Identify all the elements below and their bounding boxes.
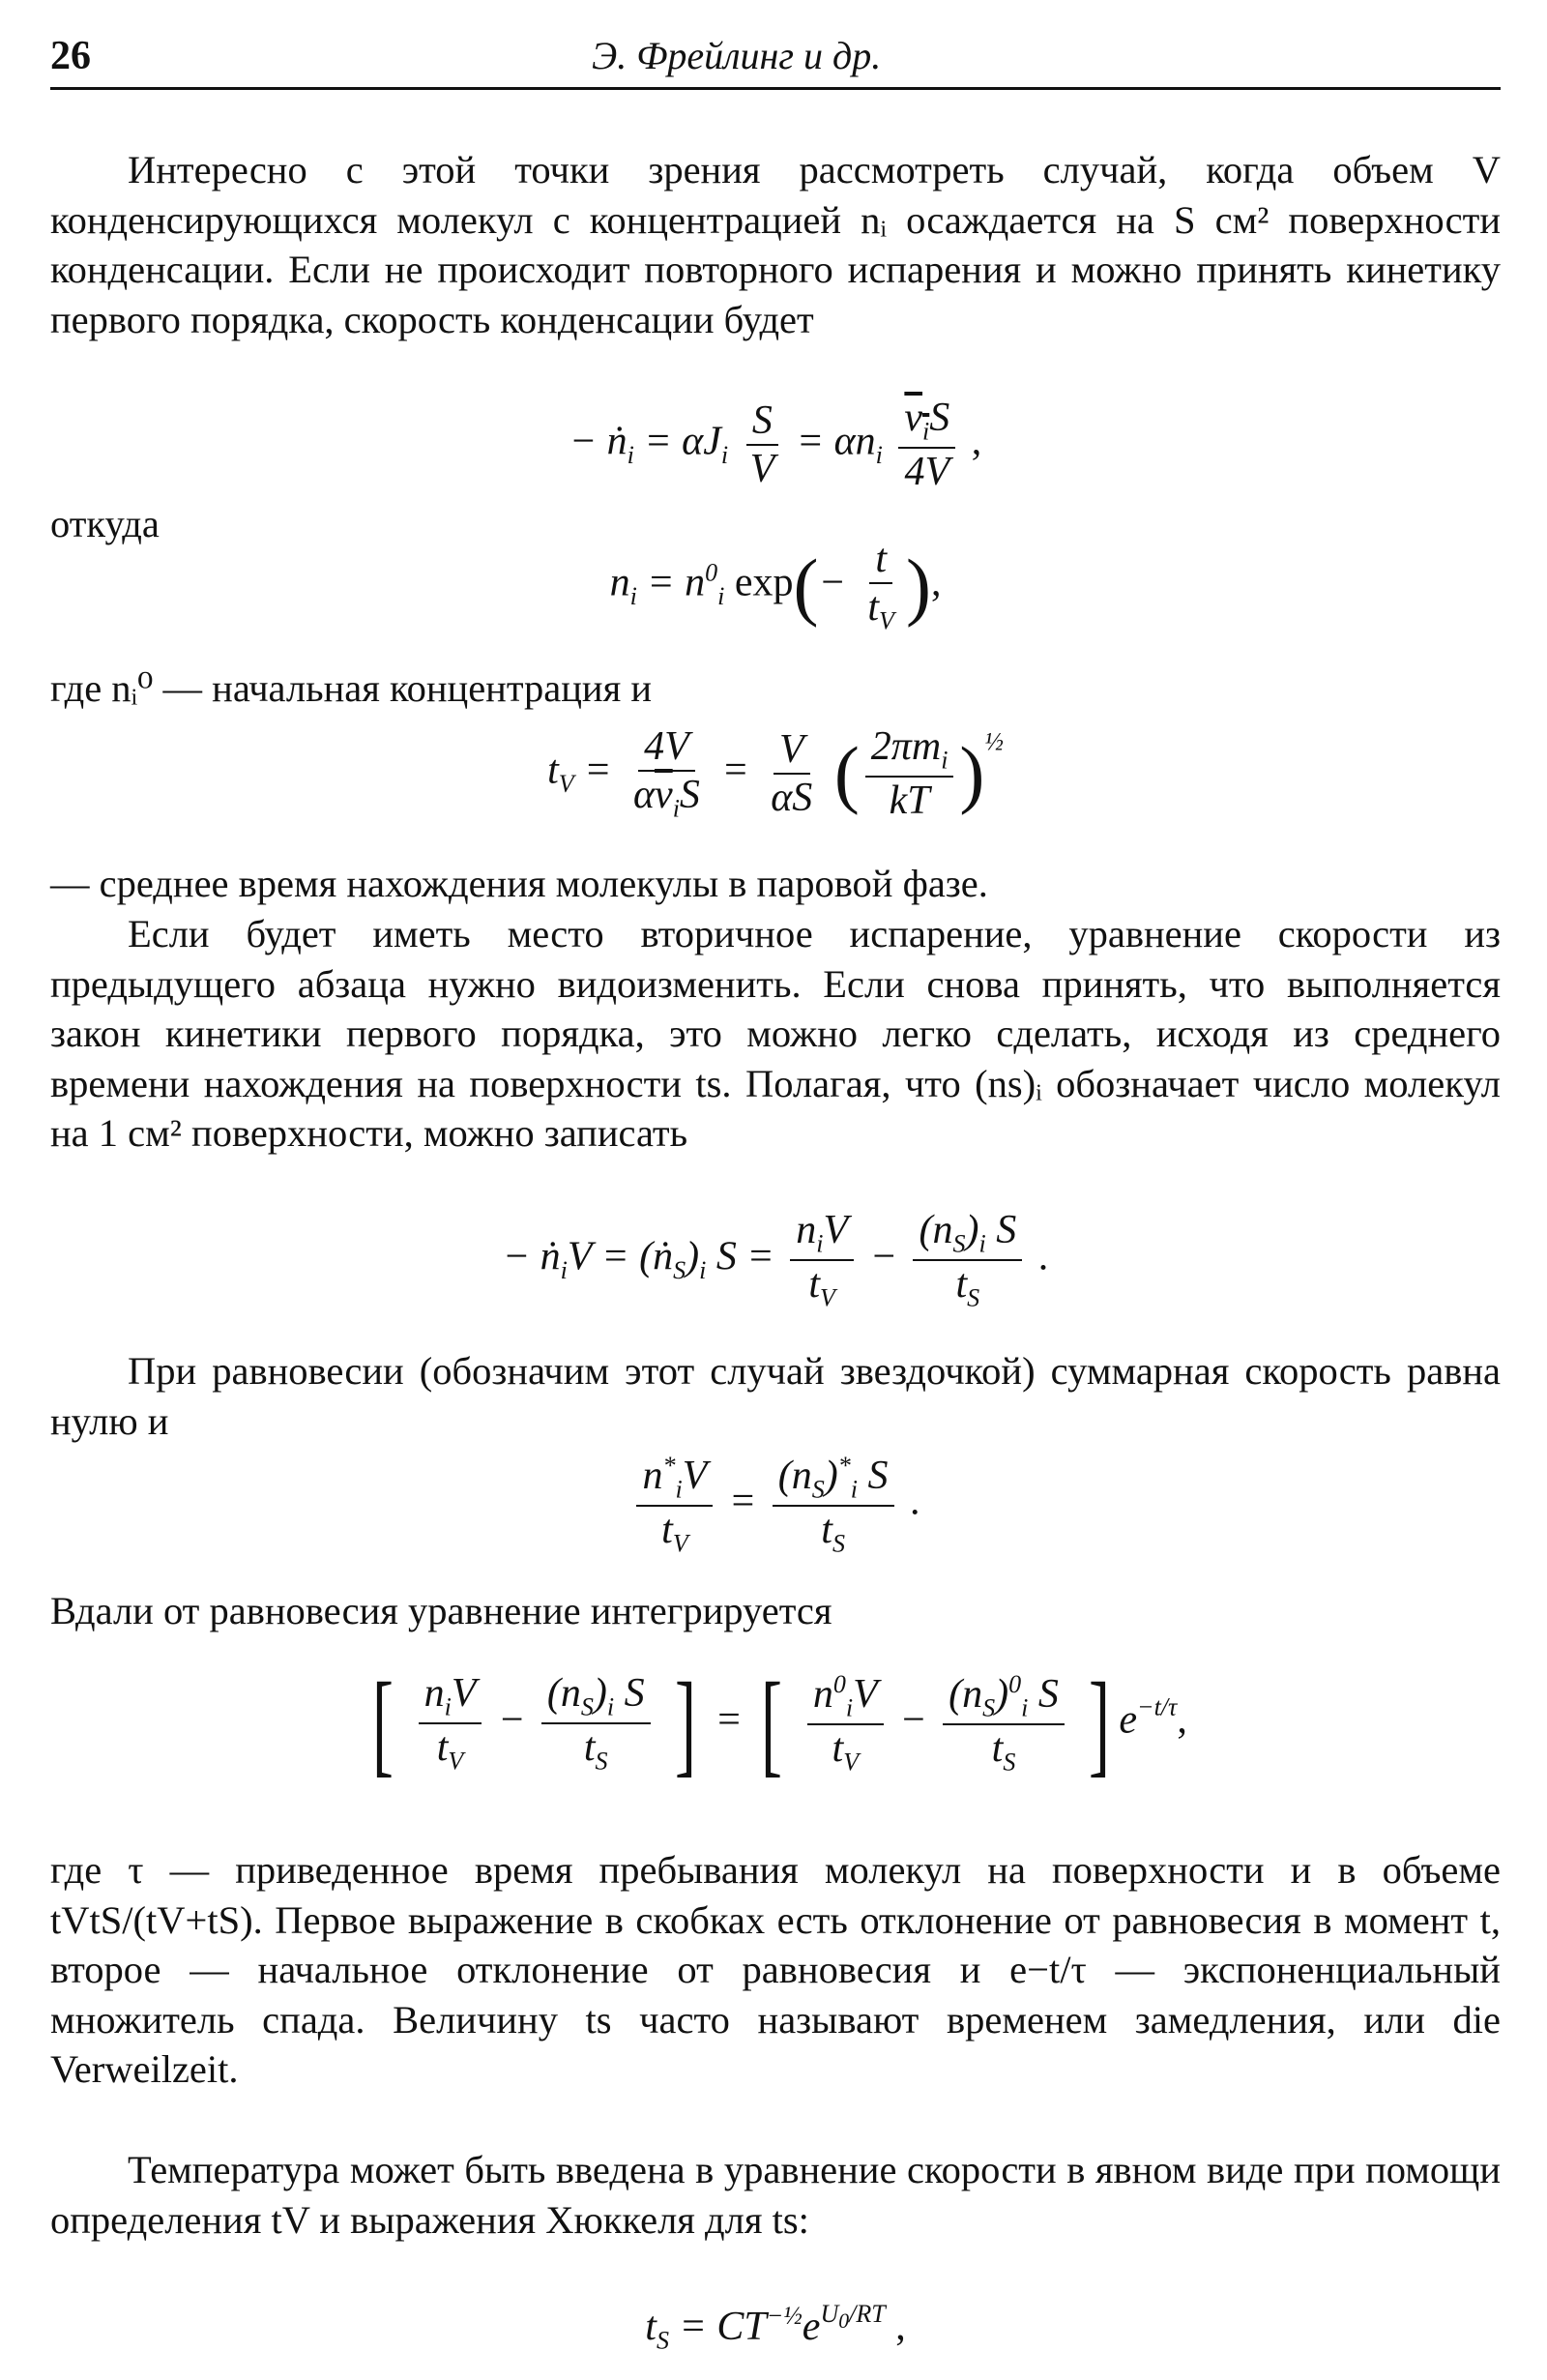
paragraph-text: Температура может быть введена в уравнение скорости в явном виде при помощи определения tV и выражения Хюккеля для ts: [50,2148,1501,2242]
equation-equilibrium: $\frac{n^*_iV}{t_V}$ = $\frac{(n_S)^*_i S}{t_S}$ . [50,1453,1501,1556]
paragraph-equilibrium [50,1346,1501,1446]
equation-huckel: $t_S = CT^{-\frac{1}{2}}e^{U_0/RT}$ , [645,2300,906,2355]
equation-concentration-decay: $n_i = n^0_i$ exp(− $\frac{t}{t_V}$ ), [609,537,942,635]
paragraph-intro [50,145,1501,397]
page-number: 26 [50,34,91,78]
running-title: Э. Фрейлинг и др. [592,34,882,77]
equation-condensation-rate: − ṅ$_i$ = $\alpha J_i$ $\frac{S}{V}$ = $\alpha n_i$ $v_iS$ 4V , [569,396,982,494]
paragraph-text: где τ — приведенное время пребывания молекул на поверхности и в объеме tVtS/(tV+tS). Первое выражение в скобках есть отклонение от равновесия в момент t, второе — начальное отклонение от равновесия и e−t/τ — экспоненциальный множитель спада. Величину ts часто называют временем замедления, или die Verweilzeit. [50,1848,1501,2091]
paragraph-text: Если будет иметь место вторичное испарение, уравнение скорости из предыдущего абзаца нужно видоизменить. Если снова принять, что выполняется закон кинетики первого порядка, это можно легко сделать, исходя из среднего времени нахождения на поверхности ts. Полагая, что (ns)ᵢ обозначает число молекул на 1 см² поверхности, можно записать [50,912,1501,1155]
paragraph-text: При равновесии (обозначим этот случай звездочкой) суммарная скорость равна нулю и [50,1349,1501,1443]
book-page [50,0,1501,2380]
page-header [50,33,1501,90]
equation-mean-vapor-time: $t_V$ = 4V $\alpha\overline{v}_iS$ = $\frac{V}{\alpha S}$ ( $2\pi m_i$ kT )$^{\frac{1}{2}}$ [547,724,1004,823]
paragraph-mean-time [50,859,1501,909]
paragraph-text: — среднее время нахождения молекулы в паровой фазе. [50,862,988,905]
paragraph-text: где nᵢ⁰ — начальная концентрация и [50,666,653,710]
paragraph-temperature [50,2145,1501,2245]
paragraph-text: Вдали от равновесия уравнение интегрируется [50,1589,832,1632]
paragraph-secondary-evap [50,909,1501,1159]
equation-surface-balance: − ṅ$_i$V = $(ṅ_S)_i$ S = $n_iV$ $t_V$ − $\frac{(n_S)_i S}{t_S}$ . [502,1208,1049,1312]
paragraph-far-equilibrium [50,1586,1501,1636]
paragraph-text: Интересно с этой точки зрения рассмотреть случай, когда объем V конденсирующихся молекул с концентрацией nᵢ осаждается на S см² поверхности конденсации. Если не происходит повторного испарения и можно принять кинетику первого порядка, скорость конденсации будет [50,148,1501,341]
paragraph-initial-conc [50,663,1501,714]
paragraph-tau [50,1845,1501,2095]
paragraph-text: откуда [50,502,160,545]
equation-integrated: [ $n_iV$ $t_V$ − $\frac{(n_S)_i S}{t_S}$ ] = [ $\frac{n^0_iV}{t_V}$ − $\frac{(n_S)^0_i S}{t_S}$ ] $e^{-t/\tau}$, [372,1659,1187,1787]
